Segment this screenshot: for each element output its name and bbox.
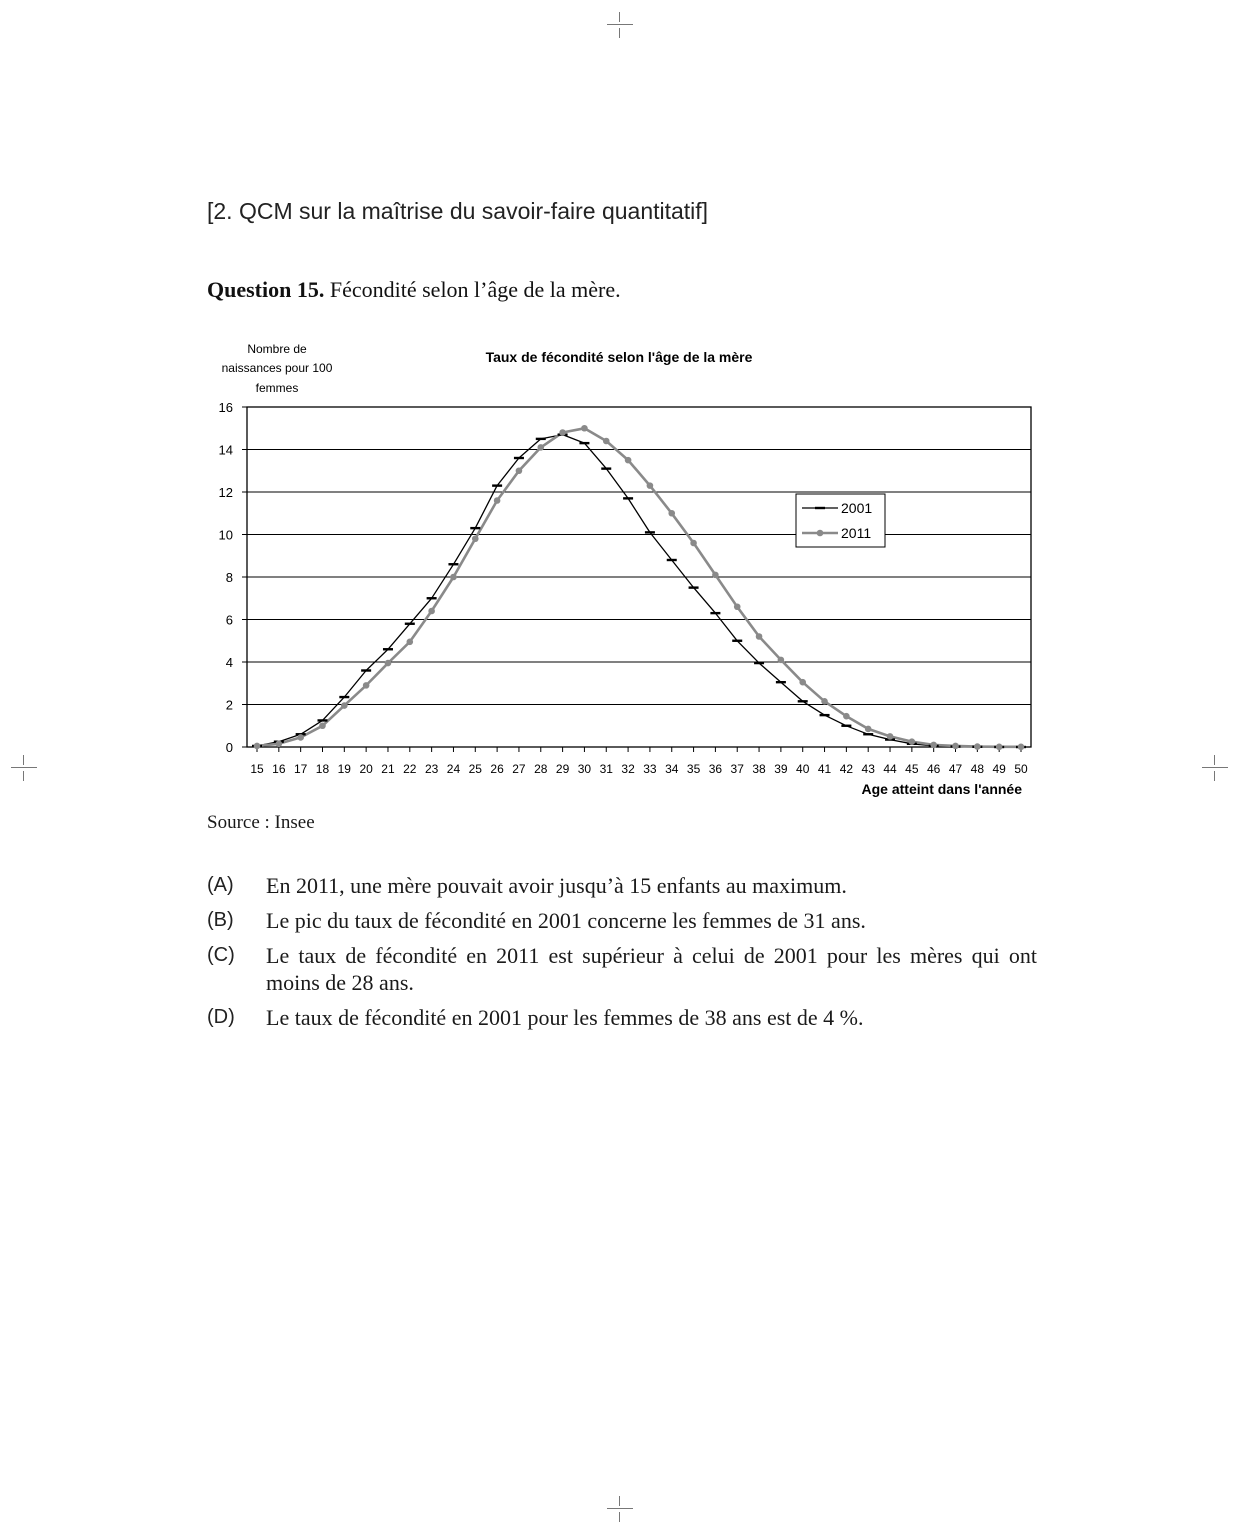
chart-source: Source : Insee bbox=[207, 812, 315, 833]
x-tick-label: 15 bbox=[250, 762, 264, 776]
y-tick-label: 6 bbox=[225, 612, 233, 628]
data-point-2011 bbox=[647, 482, 654, 489]
answer-options bbox=[207, 872, 1037, 1039]
y-tick-label: 10 bbox=[218, 527, 233, 543]
option-b[interactable] bbox=[207, 907, 1037, 934]
legend bbox=[796, 494, 885, 547]
crop-mark-right bbox=[1202, 755, 1228, 781]
x-tick-label: 42 bbox=[839, 762, 854, 776]
x-tick-label: 22 bbox=[403, 762, 417, 776]
section-header: [2. QCM sur la maîtrise du savoir-faire quantitatif] bbox=[207, 198, 709, 224]
question-label: Question 15. bbox=[207, 277, 325, 302]
data-point-2011 bbox=[341, 702, 348, 709]
data-point-2011 bbox=[428, 608, 435, 615]
data-point-2011 bbox=[450, 574, 457, 581]
data-point-2011 bbox=[952, 743, 959, 750]
x-tick-label: 43 bbox=[861, 762, 875, 776]
option-letter: (B) bbox=[207, 909, 234, 931]
data-point-2011 bbox=[690, 540, 697, 547]
data-point-2011 bbox=[276, 741, 283, 748]
x-tick-label: 25 bbox=[468, 762, 482, 776]
option-text: Le taux de fécondité en 2001 pour les femmes de 38 ans est de 4 %. bbox=[266, 1005, 864, 1030]
x-tick-label: 23 bbox=[424, 762, 439, 776]
y-tick-label: 4 bbox=[225, 655, 233, 670]
y-axis-label-line-1: Nombre de bbox=[247, 342, 307, 356]
y-axis-label-line-3: femmes bbox=[255, 381, 299, 395]
chart-title: Taux de fécondité selon l'âge de la mère bbox=[485, 349, 753, 365]
x-tick-label: 17 bbox=[293, 762, 308, 776]
data-point-2011 bbox=[516, 467, 523, 474]
option-text: En 2011, une mère pouvait avoir jusqu’à 15 enfants au maximum. bbox=[266, 873, 847, 898]
data-point-2011 bbox=[603, 438, 610, 445]
data-point-2011 bbox=[537, 444, 544, 451]
y-tick-label: 2 bbox=[225, 697, 233, 713]
x-tick-label: 37 bbox=[730, 762, 744, 776]
crop-mark-left bbox=[11, 755, 37, 781]
data-point-2011 bbox=[407, 639, 414, 646]
data-point-2011 bbox=[974, 743, 981, 750]
data-point-2011 bbox=[930, 742, 937, 749]
crop-mark-bottom bbox=[607, 1496, 633, 1522]
option-letter: (D) bbox=[207, 1006, 235, 1028]
option-d[interactable] bbox=[207, 1004, 1037, 1031]
legend-marker-2011 bbox=[817, 530, 824, 537]
y-tick-label: 12 bbox=[218, 485, 233, 500]
y-tick-label: 0 bbox=[225, 740, 233, 755]
x-tick-label: 20 bbox=[359, 762, 373, 776]
data-point-2011 bbox=[996, 743, 1003, 750]
x-tick-label: 36 bbox=[708, 762, 723, 776]
x-tick-label: 30 bbox=[577, 762, 592, 776]
data-point-2011 bbox=[319, 722, 326, 729]
question-text: Fécondité selon l’âge de la mère. bbox=[329, 277, 621, 302]
data-point-2011 bbox=[494, 497, 501, 504]
x-tick-label: 34 bbox=[665, 762, 679, 776]
data-point-2011 bbox=[778, 657, 785, 664]
x-tick-label: 45 bbox=[905, 762, 919, 776]
data-point-2011 bbox=[254, 743, 261, 750]
data-point-2011 bbox=[756, 633, 763, 640]
x-tick-label: 35 bbox=[686, 762, 701, 776]
option-a[interactable] bbox=[207, 872, 1037, 899]
x-tick-label: 48 bbox=[970, 762, 985, 776]
y-axis-label-line-2: naissances pour 100 bbox=[221, 361, 333, 375]
x-tick-label: 19 bbox=[337, 762, 351, 776]
question-title bbox=[207, 277, 621, 303]
data-point-2011 bbox=[887, 733, 894, 740]
x-tick-label: 44 bbox=[883, 762, 897, 776]
data-point-2011 bbox=[559, 429, 566, 436]
x-tick-label: 16 bbox=[272, 762, 286, 776]
x-tick-label: 38 bbox=[752, 762, 766, 776]
option-letter: (A) bbox=[207, 874, 234, 896]
data-point-2011 bbox=[472, 535, 479, 542]
data-point-2011 bbox=[297, 734, 304, 741]
option-text: Le taux de fécondité en 2011 est supérieur à celui de 2001 pour les mères qui ont moins de 28 ans. bbox=[266, 943, 1037, 995]
data-point-2011 bbox=[712, 572, 719, 579]
y-tick-label: 16 bbox=[218, 400, 233, 415]
y-tick-label: 14 bbox=[218, 442, 233, 458]
x-tick-label: 27 bbox=[512, 762, 526, 776]
data-point-2011 bbox=[821, 698, 828, 705]
x-tick-label: 47 bbox=[948, 762, 963, 776]
x-tick-label: 40 bbox=[796, 762, 810, 776]
x-tick-label: 41 bbox=[817, 762, 832, 776]
data-point-2011 bbox=[843, 713, 850, 720]
x-tick-label: 39 bbox=[774, 762, 788, 776]
x-tick-label: 31 bbox=[599, 762, 613, 776]
x-tick-label: 33 bbox=[643, 762, 657, 776]
y-tick-label: 8 bbox=[225, 570, 233, 585]
crop-mark-top bbox=[607, 12, 633, 38]
option-c[interactable] bbox=[207, 942, 1037, 996]
data-point-2011 bbox=[581, 425, 588, 432]
x-tick-label: 24 bbox=[446, 762, 461, 776]
data-point-2011 bbox=[865, 726, 872, 733]
data-point-2011 bbox=[734, 603, 741, 610]
data-point-2011 bbox=[799, 679, 806, 686]
x-tick-label: 32 bbox=[621, 762, 635, 776]
fertility-chart bbox=[200, 335, 1050, 805]
x-tick-label: 21 bbox=[381, 762, 395, 776]
x-tick-label: 49 bbox=[992, 762, 1006, 776]
option-letter: (C) bbox=[207, 944, 235, 966]
data-point-2011 bbox=[668, 510, 675, 517]
data-point-2011 bbox=[625, 457, 632, 464]
data-point-2011 bbox=[1018, 743, 1025, 750]
legend-label-2011: 2011 bbox=[841, 525, 872, 541]
option-text: Le pic du taux de fécondité en 2001 concerne les femmes de 31 ans. bbox=[266, 908, 866, 933]
data-point-2011 bbox=[909, 738, 916, 745]
x-tick-label: 18 bbox=[315, 762, 330, 776]
x-axis-label: Age atteint dans l'année bbox=[861, 781, 1022, 797]
x-tick-label: 46 bbox=[927, 762, 941, 776]
x-tick-label: 50 bbox=[1014, 762, 1028, 776]
x-tick-label: 29 bbox=[555, 762, 570, 776]
x-tick-label: 28 bbox=[534, 762, 548, 776]
legend-label-2001: 2001 bbox=[841, 500, 873, 516]
x-tick-label: 26 bbox=[490, 762, 504, 776]
data-point-2011 bbox=[363, 682, 370, 689]
data-point-2011 bbox=[385, 660, 392, 667]
